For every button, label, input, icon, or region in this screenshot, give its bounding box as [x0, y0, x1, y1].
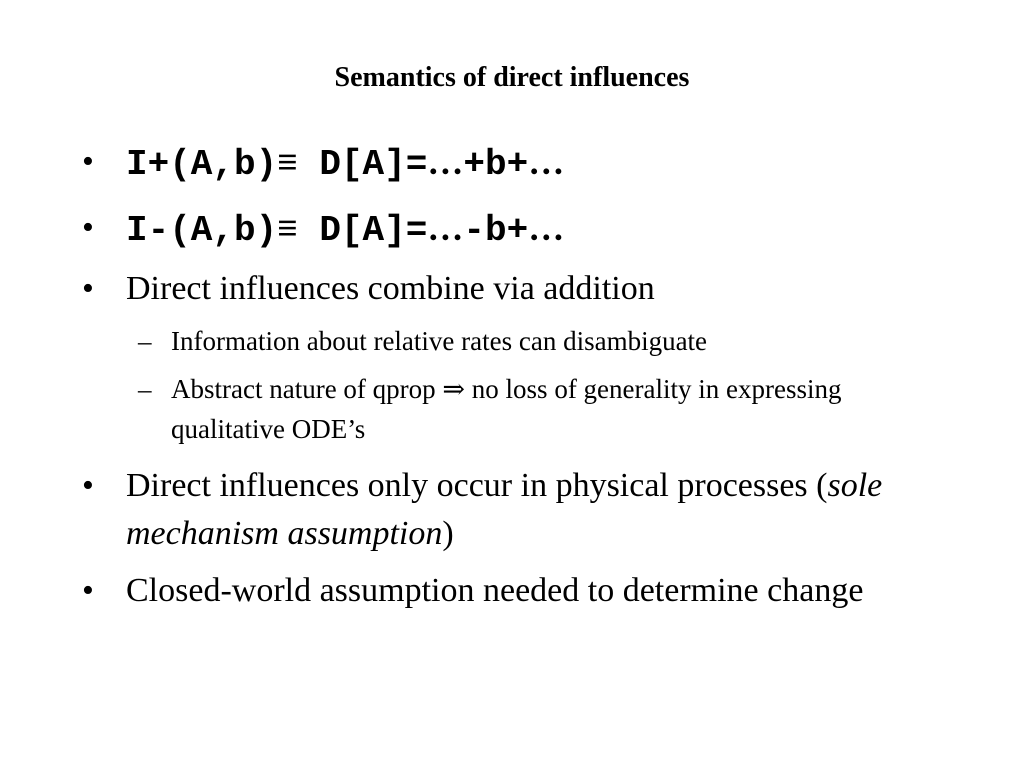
formula-rhs-term: -b+	[463, 210, 529, 251]
dash-icon: –	[138, 326, 152, 356]
subbullet-text-before: Abstract nature of qprop	[171, 374, 443, 404]
subbullet-text	[171, 369, 898, 449]
bullet-icon: •	[82, 270, 94, 307]
bullet-closed-world	[82, 567, 942, 615]
bullet-combine-via-addition	[82, 265, 942, 313]
bullet-icon: •	[82, 572, 94, 609]
italic-term: sole mechanism assumption	[126, 467, 883, 552]
slide-title: Semantics of direct influences	[334, 62, 690, 93]
ellipsis: …	[528, 142, 565, 182]
bullet-text-before: Direct influences only occur in physical processes (	[126, 467, 828, 504]
subbullet-relative-rates	[138, 321, 898, 361]
dash-icon: –	[138, 374, 152, 404]
subbullet-abstract-qprop	[138, 369, 898, 449]
formula-lhs: I-(A,b)	[126, 210, 278, 251]
subbullet-text-after: no loss of generality in expressing qualitative ODE’s	[171, 374, 842, 444]
bullet-text: Closed-world assumption needed to determine change	[126, 572, 864, 609]
formula-rhs-start: D[A]=	[297, 144, 428, 185]
formula-negative	[126, 204, 942, 255]
bullet-text	[126, 462, 942, 558]
bullet-icon: •	[82, 143, 94, 180]
ellipsis: …	[427, 208, 464, 248]
bullet-text-after: )	[442, 515, 454, 552]
bullet-text: Direct influences combine via addition	[126, 270, 655, 307]
formula-positive	[126, 138, 942, 189]
equivalence-symbol: ≡	[277, 142, 298, 182]
bullet-physical-processes	[82, 462, 942, 558]
bullet-formula-negative	[82, 204, 942, 255]
ellipsis: …	[427, 142, 464, 182]
implies-arrow-icon: ⇒	[442, 374, 466, 404]
bullet-icon: •	[82, 467, 94, 504]
equivalence-symbol: ≡	[277, 208, 298, 248]
ellipsis: …	[528, 208, 565, 248]
formula-rhs-term: +b+	[463, 144, 529, 185]
bullet-formula-positive	[82, 138, 942, 189]
formula-lhs: I+(A,b)	[126, 144, 278, 185]
subbullet-text: Information about relative rates can disambiguate	[171, 326, 708, 356]
formula-rhs-start: D[A]=	[297, 210, 428, 251]
bullet-icon: •	[82, 209, 94, 246]
